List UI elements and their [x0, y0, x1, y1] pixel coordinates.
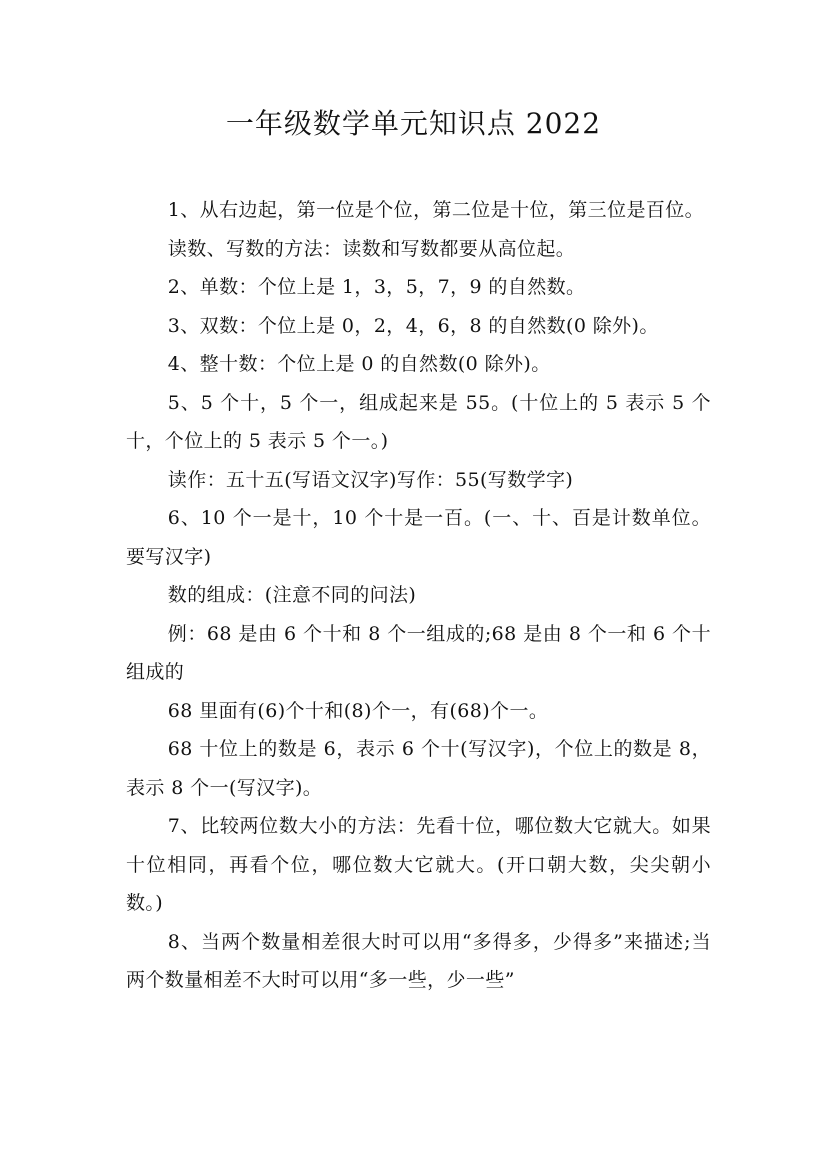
paragraph-3: 2、单数：个位上是 1，3，5，7，9 的自然数。	[167, 276, 586, 298]
paragraph-12: 68 十位上的数是 6，表示 6 个十(写汉字)，个位上的数是 8，表示 8 个一(写汉字)。	[126, 738, 711, 799]
document-body	[126, 191, 711, 1000]
paragraph-6: 5、5 个十，5 个一，组成起来是 55。(十位上的 5 表示 5 个十，个位上的 5 表示 5 个一。)	[126, 391, 711, 452]
paragraph-14: 8、当两个数量相差很大时可以用“多得多，少得多”来描述;当两个数量相差不大时可以用“多一些，少一些”	[126, 930, 711, 991]
paragraph-10: 例：68 是由 6 个十和 8 个一组成的;68 是由 8 个一和 6 个十组成的	[126, 622, 711, 683]
paragraph-9: 数的组成：(注意不同的问法)	[167, 584, 417, 606]
paragraph-8: 6、10 个一是十，10 个十是一百。(一、十、百是计数单位。要写汉字)	[126, 507, 711, 568]
paragraph-5: 4、整十数：个位上是 0 的自然数(0 除外)。	[167, 353, 551, 375]
page-title: 一年级数学单元知识点 2022	[225, 107, 602, 140]
paragraph-7: 读作：五十五(写语文汉字)写作：55(写数学字)	[167, 468, 574, 491]
paragraph-2: 读数、写数的方法：读数和写数都要从高位起。	[167, 237, 576, 260]
paragraph-11: 68 里面有(6)个十和(8)个一，有(68)个一。	[167, 699, 549, 722]
paragraph-13: 7、比较两位数大小的方法：先看十位，哪位数大它就大。如果十位相同，再看个位，哪位数大它就大。(开口朝大数，尖尖朝小数。)	[126, 815, 711, 914]
paragraph-1: 1、从右边起，第一位是个位，第二位是十位，第三位是百位。	[167, 199, 705, 221]
paragraph-4: 3、双数：个位上是 0，2，4，6，8 的自然数(0 除外)。	[167, 314, 659, 337]
